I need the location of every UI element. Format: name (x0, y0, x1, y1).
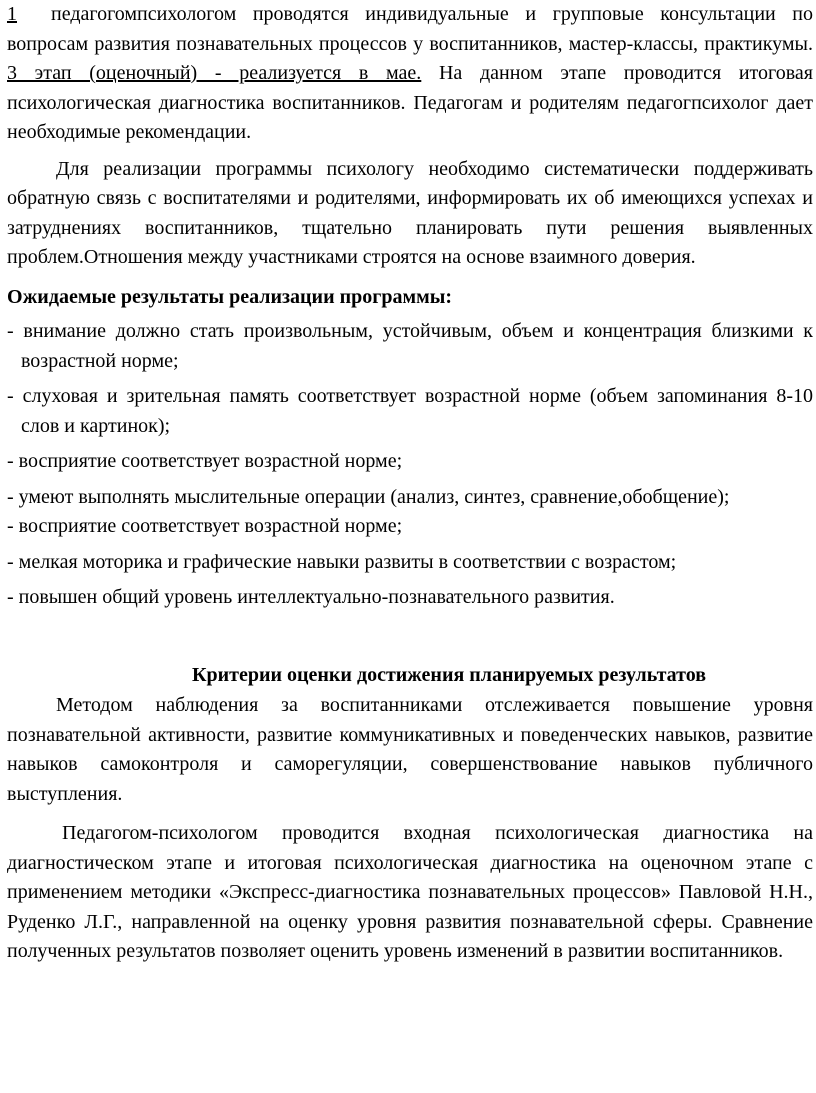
intro-text-before: педагогомпсихологом проводятся индивидуальные и групповые консультации по вопросам развития познавательных процессов у воспитанников, мастер-классы, практикумы. (7, 3, 813, 55)
criteria-paragraph-observation: Методом наблюдения за воспитанниками отслеживается повышение уровня познавательной активности, развитие коммуникативных и поведенческих навыков, развитие навыков самоконтроля и саморегуляции, совершенствование навыков публичного выступления. (7, 694, 813, 805)
list-item: - внимание должно стать произвольным, устойчивым, объем и концентрация близкими к возрастной норме; (7, 320, 813, 372)
stage-label: 3 этап (оценочный) - реализуется в мае. (7, 62, 422, 84)
list-item: - умеют выполнять мыслительные операции (анализ, синтез, сравнение,обобщение); (7, 485, 730, 508)
list-number: 1 (7, 3, 17, 25)
results-heading: Ожидаемые результаты реализации программы: (7, 285, 452, 308)
criteria-paragraph-diagnostics: Педагогом-психологом проводится входная психологическая диагностика на диагностическом этапе и итоговая психологическая диагностика на оценочном этапе с применением методики «Экспресс-диагностика познавательных процессов» Павловой Н.Н., Руденко Л.Г., направленной на оценку уровня развития познавательной сферы. Сравнение полученных результатов позволяет оценить уровень изменений в развитии воспитанников. (7, 822, 813, 962)
list-item: - повышен общий уровень интеллектуально-познавательного развития. (7, 586, 615, 608)
intro-paragraph (7, 0, 813, 148)
intro-text-after: На данном этапе проводится итоговая психологическая диагностика воспитанников. Педагогам и родителям педагогпсихолог дает необходимые рекомендации. (7, 62, 813, 143)
list-item: - слуховая и зрительная память соответствует возрастной норме (объем запоминания 8-10 слов и картинок); (7, 385, 813, 437)
document-page (7, 0, 813, 967)
list-item: - восприятие соответствует возрастной норме; (7, 515, 403, 537)
list-item: - восприятие соответствует возрастной норме; (7, 450, 403, 472)
criteria-title: Критерии оценки достижения планируемых результатов (191, 663, 707, 686)
results-list (7, 317, 813, 613)
list-item: - мелкая моторика и графические навыки развиты в соответствии с возрастом; (7, 550, 677, 573)
implementation-paragraph: Для реализации программы психологу необходимо систематически поддерживать обратную связь с воспитателями и родителями, информировать их об имеющихся успехах и затруднениях воспитанников, тщательно планировать пути решения выявленных проблем.Отношения между участниками строятся на основе взаимного доверия. (7, 157, 813, 268)
